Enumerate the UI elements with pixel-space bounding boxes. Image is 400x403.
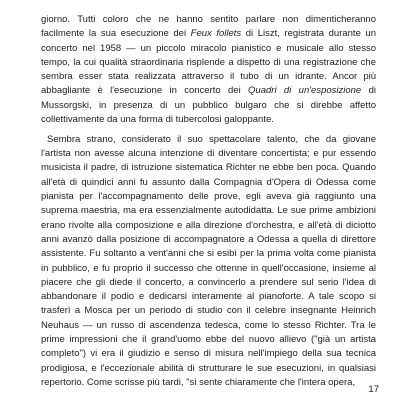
- text-segment: all'età di quindici anni fu assunto dalla Compagnia d'Opera di Odessa come: [41, 176, 376, 188]
- text-segment: facilmente la sua esecuzione dei: [41, 28, 191, 40]
- text-line: [41, 42, 376, 56]
- text-line: [41, 347, 376, 361]
- text-line: [41, 304, 376, 318]
- paragraph: [41, 133, 376, 390]
- italic-title: Feux follets: [190, 28, 242, 40]
- text-segment: erano rivolte alla composizione e alla direzione d'orchestra, e all'età di diciotto: [41, 219, 376, 231]
- text-line: [41, 190, 376, 204]
- text-segment: pianista per l'accompagnamento delle prove, egli aveva già raggiunto una: [41, 191, 376, 203]
- text-line: [41, 376, 376, 390]
- text-line: [41, 99, 376, 113]
- text-segment: repertorio. Come scrisse più tardi, "si sente chiaramente che l'intera opera,: [41, 376, 356, 388]
- text-segment: giorno. Tutti coloro che ne hanno sentito parlare non dimenticheranno: [41, 14, 376, 25]
- text-segment: abbagliante è l'esecuzione in concerto dei: [41, 85, 249, 97]
- paragraph: [41, 13, 376, 127]
- text-line: [41, 161, 376, 175]
- text-line: [41, 219, 376, 233]
- text-segment: assistente. Fu soltanto a vent'anni che si esibì per la prima volta come pianista: [41, 248, 376, 260]
- text-line: [41, 27, 376, 41]
- text-segment: Mussorgski, in presenza di un pubblico bulgaro che si direbbe affetto: [41, 99, 376, 111]
- text-segment: in pubblico, e fu proprio il successo che ottenne in quell'occasione, insieme al: [41, 262, 376, 274]
- text-line: [41, 319, 376, 333]
- text-segment: trasferì a Mosca per un periodo di studio con il celebre insegnante Heinrich: [41, 305, 376, 317]
- text-line: [41, 56, 376, 70]
- text-segment: Sembra strano, considerato il suo spettacolare talento, che da giovane: [47, 133, 376, 145]
- text-line: [41, 204, 376, 218]
- text-segment: prime impressioni che il grand'uomo ebbe del nuovo allievo ("già un artista: [41, 334, 376, 346]
- text-segment: musicista il padre, di istruzione sistematica Richter ne ebbe ben poca. Quando: [41, 162, 376, 174]
- text-segment: l'artista non avesse alcuna intenzione di diventare concertista; e pur essendo: [41, 148, 376, 160]
- text-segment: di Liszt, registrata durante un: [241, 28, 376, 40]
- text-line: [41, 70, 376, 84]
- text-line: [41, 133, 376, 147]
- italic-title: Quadri di un'esposizione: [248, 85, 362, 97]
- text-segment: piacere che gli diede il concerto, a convincerlo a prendere sul serio l'idea di: [41, 276, 376, 288]
- text-line: [41, 13, 376, 27]
- text-segment: Neuhaus — un russo di ascendenza tedesca, come lo stesso Richter. Tra le: [41, 319, 376, 331]
- text-segment: di: [361, 85, 376, 97]
- text-line: [41, 362, 376, 376]
- text-line: [41, 147, 376, 161]
- text-line: [41, 333, 376, 347]
- text-line: [41, 276, 376, 290]
- text-line: [41, 233, 376, 247]
- text-line: [41, 84, 376, 98]
- text-segment: tempo, la cui qualità straordinaria risplende a dispetto di una registrazione che: [41, 56, 376, 68]
- text-line: [41, 290, 376, 304]
- text-line: [41, 262, 376, 276]
- text-line: [41, 176, 376, 190]
- text-segment: sembra esser stata realizzata attraverso il tubo di un idrante. Ancor più: [41, 71, 376, 83]
- text-segment: abbandonare il podio e dedicarsi interamente al pianoforte. A tale scopo si: [41, 291, 376, 303]
- text-line: [41, 247, 376, 261]
- page-number: 17: [368, 384, 379, 395]
- text-segment: concerto nel 1958 — un piccolo miracolo pianistico e musicale allo stesso: [41, 42, 376, 54]
- text-segment: suprema maestria, ma era essenzialmente autodidatta. Le sue prime ambizioni: [41, 205, 376, 217]
- text-segment: prodigiosa, e l'eccezionale abilità di strutturare le sue esecuzioni, in qualsiasi: [41, 362, 376, 374]
- text-segment: completo") vi era il giudizio e senso di misura nell'impiego della sua tecnica: [41, 348, 376, 360]
- text-segment: anni avanzò dalla posizione di accompagnatore a Odessa a quella di direttore: [41, 233, 376, 245]
- text-segment: collettivamente da una forma di tubercolosi galoppante.: [41, 114, 274, 126]
- body-text: [41, 13, 376, 390]
- text-line: [41, 113, 376, 127]
